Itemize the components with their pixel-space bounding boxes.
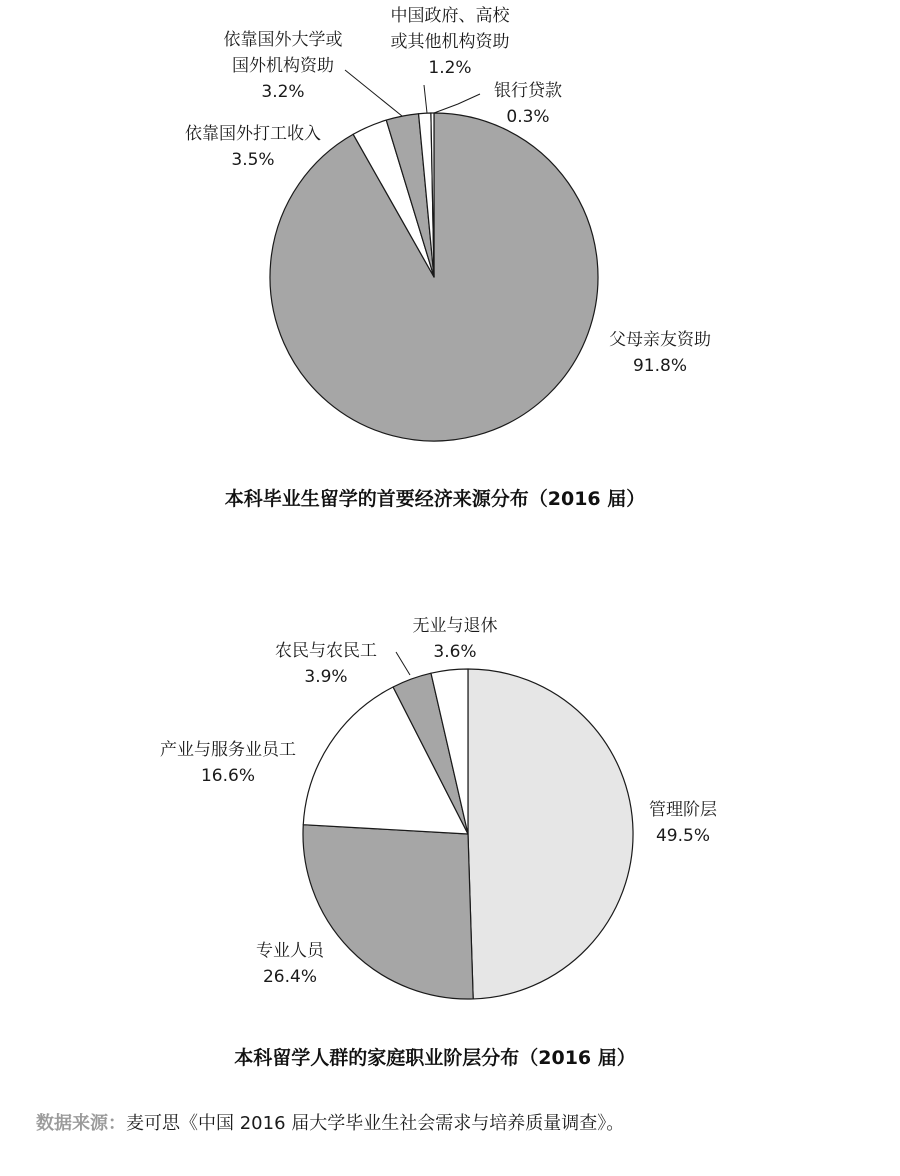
slice-name: 依靠国外大学或: [223, 30, 343, 50]
slice-name: 专业人员: [256, 941, 324, 961]
slice-label: [494, 81, 562, 127]
slice-label: [160, 740, 296, 786]
slice-value: 3.5%: [231, 150, 275, 170]
slice-label: [391, 6, 511, 78]
slice-name: 父母亲友资助: [609, 330, 711, 350]
slice-value: 26.4%: [262, 967, 318, 987]
slice-label: [185, 124, 321, 170]
pie-chart-family-occupation: [160, 616, 717, 1069]
data-source-label: 数据来源：: [36, 1113, 126, 1134]
pie-slice: [303, 825, 473, 999]
slice-name: 国外机构资助: [232, 56, 334, 76]
slice-name: 银行贷款: [494, 81, 562, 101]
slice-value: 1.2%: [428, 58, 472, 78]
slice-value: 91.8%: [632, 356, 688, 376]
slice-value: 16.6%: [200, 766, 256, 786]
slice-name: 产业与服务业员工: [160, 740, 296, 760]
slice-value: 3.9%: [304, 667, 348, 687]
chart-title: 本科留学人群的家庭职业阶层分布（2016 届）: [234, 1047, 636, 1069]
leader-line: [434, 94, 480, 113]
leader-line: [424, 85, 427, 113]
data-source-text: 麦可思《中国 2016 届大学毕业生社会需求与培养质量调查》。: [126, 1113, 625, 1134]
slice-value: 49.5%: [655, 826, 711, 846]
pie-slice: [468, 669, 633, 999]
slice-name: 依靠国外打工收入: [185, 124, 321, 144]
slice-name: 农民与农民工: [275, 641, 377, 661]
leader-line: [396, 652, 410, 675]
slice-name: 管理阶层: [649, 800, 717, 820]
leader-line: [345, 70, 402, 116]
slice-name: 中国政府、高校: [390, 6, 510, 26]
slice-name: 或其他机构资助: [390, 32, 510, 52]
slice-label: [275, 641, 377, 687]
slice-label: [649, 800, 717, 846]
data-source-note: [36, 1109, 624, 1135]
slice-value: 3.6%: [433, 642, 477, 662]
slice-label: [224, 30, 343, 102]
slice-label: [413, 616, 498, 662]
slice-value: 3.2%: [261, 82, 305, 102]
slice-label: [609, 330, 711, 376]
slice-name: 无业与退休: [412, 616, 498, 636]
slice-label: [256, 941, 326, 987]
chart-title: 本科毕业生留学的首要经济来源分布（2016 届）: [224, 488, 646, 510]
slice-value: 0.3%: [506, 107, 550, 127]
pie-chart-funding-source: [185, 6, 711, 510]
